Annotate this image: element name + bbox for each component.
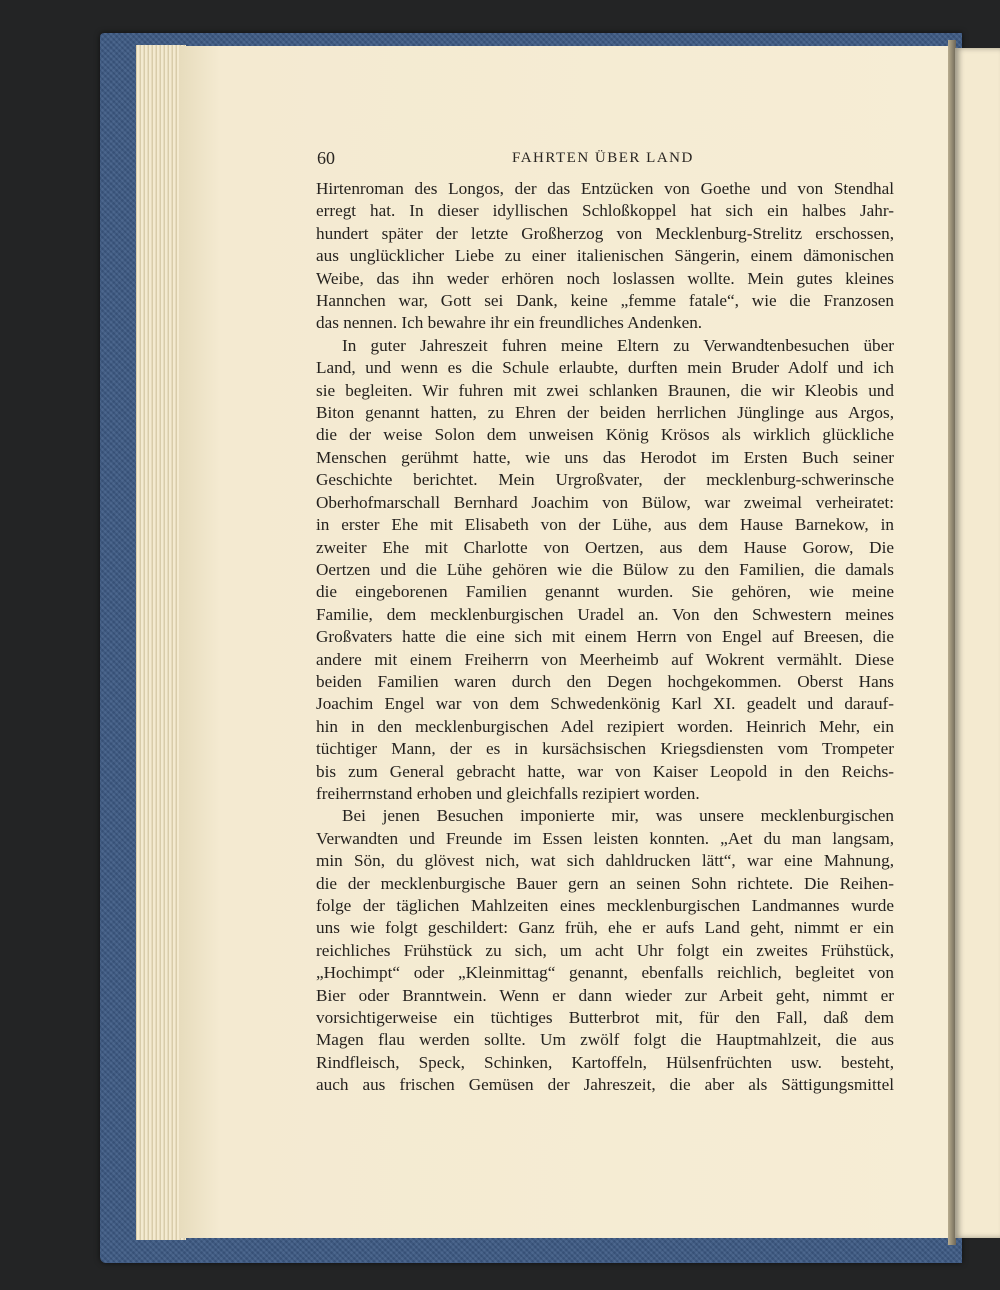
text-line: Bei jenen Besuchen imponierte mir, was unsere mecklenburgischen bbox=[342, 806, 894, 826]
text-line: aus unglücklicher Liebe zu einer italienischen Sängerin, einem dämonischen bbox=[316, 246, 894, 266]
text-line: tüchtiger Mann, der es in kursächsischen Kriegsdiensten vom Trompeter bbox=[316, 739, 894, 759]
text-line: die der mecklenburgische Bauer gern an seinen Sohn richtete. Die Reihen- bbox=[316, 873, 894, 893]
page-header bbox=[317, 148, 899, 172]
text-line: Hirtenroman des Longos, der das Entzücken von Goethe und von Stendhal bbox=[316, 179, 894, 198]
text-line: andere mit einem Freiherrn von Meerheimb auf Wokrent vermählt. Diese bbox=[316, 649, 894, 669]
text-line: Magen flau werden sollte. Um zwölf folgt die Hauptmahlzeit, die aus bbox=[316, 1030, 894, 1050]
running-head: FAHRTEN ÜBER LAND bbox=[512, 150, 694, 166]
text-line: freiherrnstand erhoben und gleichfalls rezipiert worden. bbox=[316, 783, 700, 803]
text-line: hundert später der letzte Großherzog von Mecklenburg-Strelitz erschossen, bbox=[316, 223, 894, 243]
text-line: Familie, dem mecklenburgischen Uradel an. Von den Schwestern meines bbox=[316, 604, 894, 624]
text-line: uns wie folgt geschildert: Ganz früh, ehe er aufs Land geht, nimmt er ein bbox=[316, 918, 894, 938]
text-line: erregt hat. In dieser idyllischen Schloßkoppel hat sich ein halbes Jahr- bbox=[316, 201, 894, 221]
text-line: Bier oder Branntwein. Wenn er dann wieder zur Arbeit geht, nimmt er bbox=[316, 985, 894, 1005]
text-line: zweiter Ehe mit Charlotte von Oertzen, aus dem Hause Gorow, Die bbox=[316, 537, 894, 557]
text-line: das nennen. Ich bewahre ihr ein freundliches Andenken. bbox=[316, 313, 703, 333]
text-line: Joachim Engel war von dem Schwedenkönig Karl XI. geadelt und darauf- bbox=[316, 694, 894, 714]
text-line: reichliches Frühstück zu sich, um acht Uhr folgt ein zweites Frühstück, bbox=[316, 940, 894, 960]
text-line: Großvaters hatte die eine sich mit einem Herrn von Engel auf Breesen, die bbox=[316, 627, 894, 647]
text-line: vorsichtigerweise ein tüchtiges Butterbrot mit, für den Fall, daß dem bbox=[316, 1008, 894, 1028]
text-line: Oertzen und die Lühe gehören wie die Bülow zu den Familien, die damals bbox=[316, 559, 894, 579]
text-line: beiden Familien waren durch den Degen hochgekommen. Oberst Hans bbox=[316, 671, 894, 691]
page-edges bbox=[136, 45, 186, 1240]
text-line: min Sön, du glövest nich, wat sich dahldrucken lätt“, war eine Mahnung, bbox=[316, 851, 894, 871]
text-line: Weibe, das ihn weder erhören noch loslassen wollte. Mein gutes kleines bbox=[316, 268, 894, 288]
text-line: bis zum General gebracht hatte, war von Kaiser Leopold in den Reichs- bbox=[316, 761, 894, 781]
text-line: In guter Jahreszeit fuhren meine Eltern zu Verwandtenbesuchen über bbox=[342, 335, 894, 355]
text-line: Verwandten und Freunde im Essen leisten konnten. „Aet du man langsam, bbox=[316, 828, 894, 848]
body-text bbox=[316, 178, 894, 1097]
text-line: Land, und wenn es die Schule erlaubte, durften mein Bruder Adolf und ich bbox=[316, 358, 894, 378]
text-line: Geschichte berichtet. Mein Urgroßvater, der mecklenburg-schwerinsche bbox=[316, 470, 894, 490]
text-line: auch aus frischen Gemüsen der Jahreszeit, die aber als Sättigungsmittel bbox=[316, 1075, 894, 1095]
text-line: sie begleiten. Wir fuhren mit zwei schlanken Braunen, die wir Kleobis und bbox=[316, 380, 894, 400]
text-line: Rindfleisch, Speck, Schinken, Kartoffeln, Hülsenfrüchten usw. besteht, bbox=[316, 1052, 894, 1072]
text-line: hin in den mecklenburgischen Adel rezipiert worden. Heinrich Mehr, ein bbox=[316, 716, 894, 736]
facing-page-edge bbox=[955, 48, 1000, 1238]
text-line: Hannchen war, Gott sei Dank, keine „femme fatale“, wie die Franzosen bbox=[316, 291, 894, 311]
text-line: die eingeborenen Familien genannt wurden. Sie gehören, wie meine bbox=[316, 582, 894, 602]
text-line: Oberhofmarschall Bernhard Joachim von Bülow, war zweimal verheiratet: bbox=[316, 492, 894, 512]
text-line: in erster Ehe mit Elisabeth von der Lühe, aus dem Hause Barnekow, in bbox=[316, 515, 894, 535]
text-line: „Hochimpt“ oder „Kleinmittag“ genannt, ebenfalls reichlich, begleitet von bbox=[316, 963, 894, 983]
text-line: die der weise Solon dem unweisen König Krösos als wirklich glückliche bbox=[316, 425, 894, 445]
page-number: 60 bbox=[317, 148, 335, 168]
text-line: Biton genannt hatten, zu Ehren der beiden herrlichen Jünglinge aus Argos, bbox=[316, 403, 894, 423]
text-line: Menschen gerühmt hatte, wie uns das Herodot im Ersten Buch seiner bbox=[316, 447, 894, 467]
text-line: folge der täglichen Mahlzeiten eines mecklenburgischen Landmannes wurde bbox=[316, 896, 894, 915]
